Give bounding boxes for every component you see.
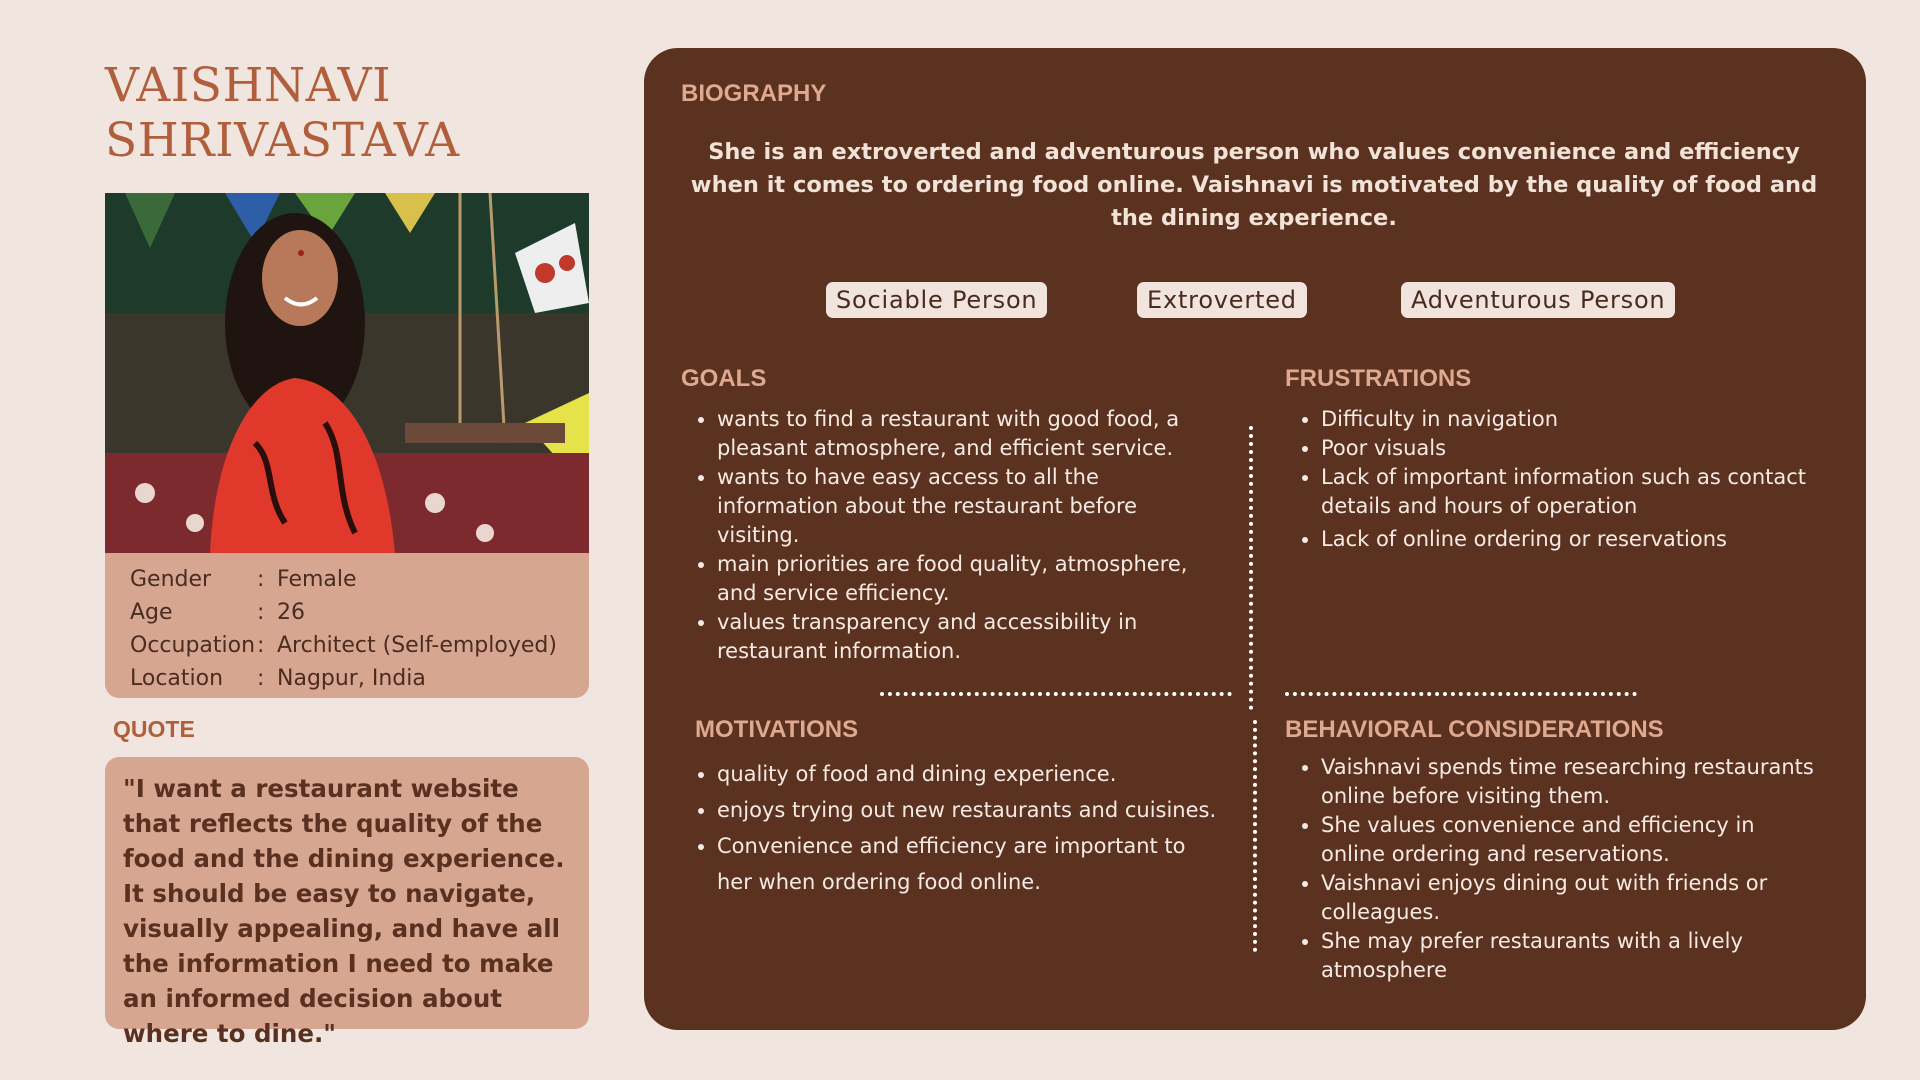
tag-extroverted: Extroverted [1137,282,1307,318]
list-item: • main priorities are food quality, atmosphere, and service efficiency. [717,550,1217,608]
persona-last-name: SHRIVASTAVA [105,113,460,168]
detail-row-age [130,596,589,629]
list-item: • Lack of important information such as contact details and hours of operation [1321,463,1861,521]
motivations-heading: MOTIVATIONS [695,716,859,743]
list-item: • Difficulty in navigation [1321,405,1861,434]
list-item: • values transparency and accessibility in restaurant information. [717,608,1217,666]
behavioral-heading: BEHAVIORAL CONSIDERATIONS [1285,716,1664,743]
detail-value: 26 [277,600,305,625]
persona-name [105,58,460,168]
detail-separator: : [257,600,265,625]
divider-horizontal-right [1285,692,1637,696]
list-item: • Lack of online ordering or reservations [1321,525,1861,554]
persona-photo [105,193,589,553]
divider-vertical-bottom [1253,720,1257,952]
list-item: • quality of food and dining experience. [717,756,1217,792]
detail-value: Female [277,567,357,592]
detail-value: Nagpur, India [277,666,426,691]
list-item: • Vaishnavi enjoys dining out with friends or colleagues. [1321,869,1821,927]
detail-row-occupation [130,629,589,662]
motivations-list [681,756,1217,900]
detail-label: Gender [130,567,212,592]
detail-separator: : [257,633,265,658]
goals-heading: GOALS [681,365,767,392]
list-item: • wants to find a restaurant with good food, a pleasant atmosphere, and efficient service. [717,405,1217,463]
detail-separator: : [257,567,265,592]
quote-text: "I want a restaurant website that reflects the quality of the food and the dining experience. It should be easy to navigate, visually appealing, and have all the information I need to make an informed decision about where to dine." [123,774,565,1048]
detail-row-location [130,662,589,695]
list-item: • wants to have easy access to all the information about the restaurant before visiting. [717,463,1217,550]
divider-horizontal-left [880,692,1232,696]
biography-heading: BIOGRAPHY [681,80,827,107]
detail-separator: : [257,666,265,691]
frustrations-list [1285,405,1861,554]
tag-sociable: Sociable Person [826,282,1047,318]
persona-first-name: VAISHNAVI [105,58,392,113]
list-item: • She may prefer restaurants with a lively atmosphere [1321,927,1821,985]
list-item: • enjoys trying out new restaurants and cuisines. [717,792,1217,828]
detail-label: Age [130,600,173,625]
detail-label: Occupation [130,633,256,658]
list-item: • Poor visuals [1321,434,1861,463]
list-item: • Convenience and efficiency are important to her when ordering food online. [717,828,1217,900]
detail-row-gender [130,563,589,596]
goals-list [681,405,1217,666]
quote-heading: QUOTE [113,716,195,742]
behavioral-list [1285,753,1821,985]
biography-text: She is an extroverted and adventurous person who values convenience and efficiency when it comes to ordering food online. Vaishnavi is motivated by the quality of food and the dining experience. [690,139,1818,231]
list-item: • Vaishnavi spends time researching restaurants online before visiting them. [1321,753,1821,811]
list-item: • She values convenience and efficiency in online ordering and reservations. [1321,811,1821,869]
detail-value: Architect (Self-employed) [277,633,557,658]
detail-label: Location [130,666,224,691]
divider-vertical-top [1249,426,1253,710]
tag-adventurous: Adventurous Person [1401,282,1675,318]
persona-details-card [105,553,589,698]
persona-photo-illustration [105,193,589,553]
frustrations-heading: FRUSTRATIONS [1285,365,1472,392]
persona-panel [644,48,1866,1030]
quote-card [105,757,589,1048]
